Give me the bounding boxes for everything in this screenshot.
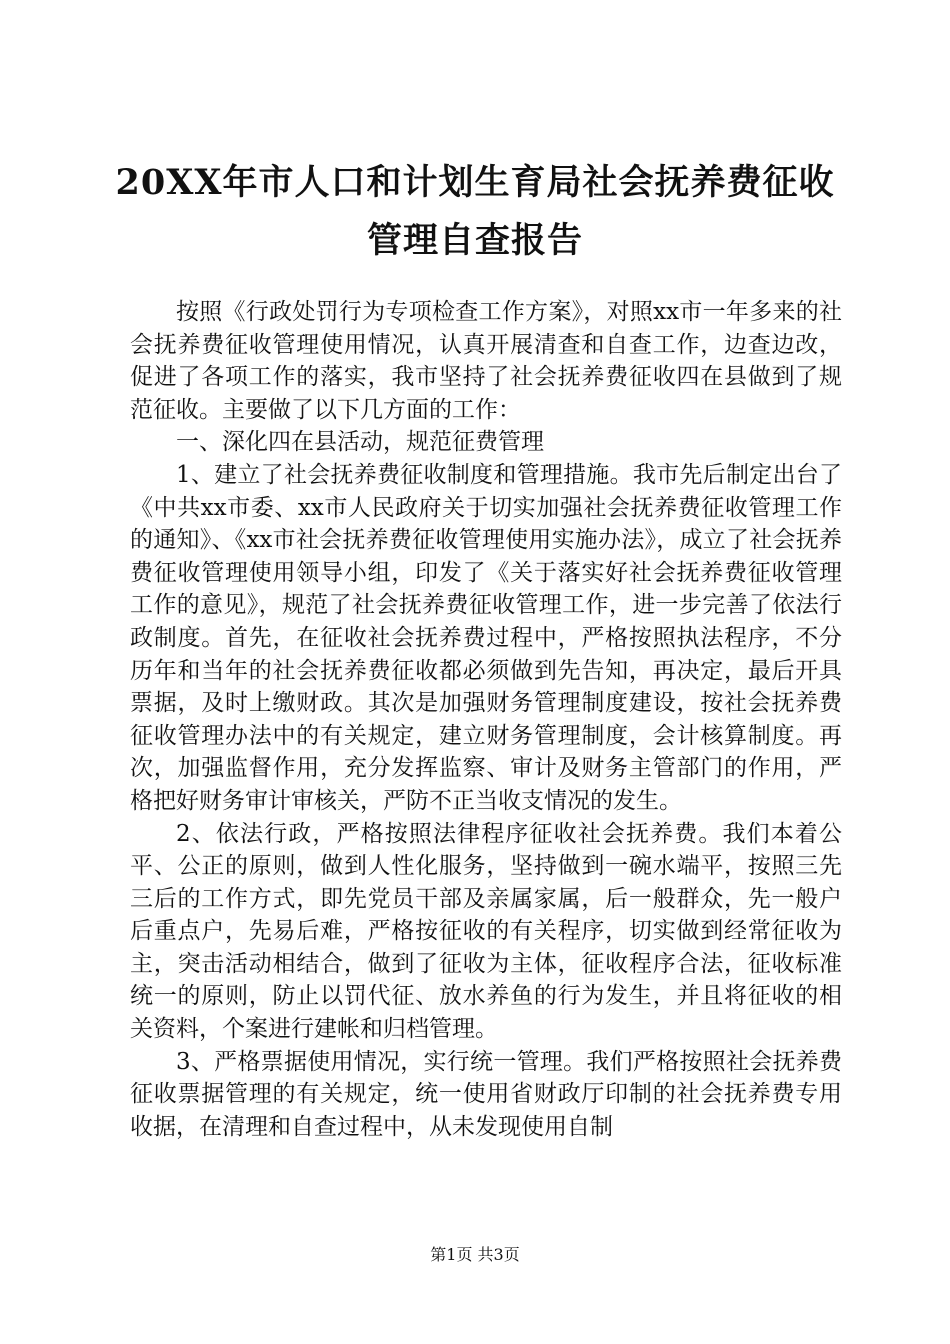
page-number-footer: 第1页 共3页 (430, 1245, 520, 1264)
paragraph-item-1: 1、建立了社会抚养费征收制度和管理措施。我市先后制定出台了《中共xx市委、xx市人民政府关于切实加强社会抚养费征收管理工作的通知》、《xx市社会抚养费征收管理使用实施办法》，成立了社会抚养费征收管理使用领导小组，印发了《关于落实好社会抚养费征收管理工作的意见》，规范了社会抚养费征收管理工作，进一步完善了依法行政制度。首先，在征收社会抚养费过程中，严格按照执法程序，不分历年和当年的社会抚养费征收都必须做到先告知，再决定，最后开具票据，及时上缴财政。其次是加强财务管理制度建设，按社会抚养费征收管理办法中的有关规定，建立财务管理制度，会计核算制度。再次，加强监督作用，充分发挥监察、审计及财务主管部门的作用，严格把好财务审计审核关，严防不正当收支情况的发生。 (130, 461, 842, 814)
document-title-line-2: 管理自查报告 (366, 220, 583, 261)
paragraph-intro: 按照《行政处罚行为专项检查工作方案》，对照xx市一年多来的社会抚养费征收管理使用情况，认真开展清查和自查工作，边查边改，促进了各项工作的落实，我市坚持了社会抚养费征收四在县做到了规范征收。主要做了以下几方面的工作： (130, 299, 842, 423)
document-title-line-1: 20XX年市人口和计划生育局社会抚养费征收 (115, 162, 835, 203)
paragraph-item-3: 3、严格票据使用情况，实行统一管理。我们严格按照社会抚养费征收票据管理的有关规定，统一使用省财政厅印制的社会抚养费专用收据，在清理和自查过程中，从未发现使用自制 (130, 1048, 842, 1140)
document-body (130, 296, 842, 1143)
section-heading-1: 一、深化四在县活动，规范征费管理 (176, 429, 544, 456)
paragraph-item-2: 2、依法行政，严格按照法律程序征收社会抚养费。我们本着公平、公正的原则，做到人性化服务，坚持做到一碗水端平，按照三先三后的工作方式，即先党员干部及亲属家属，后一般群众，先一般户后重点户，先易后难，严格按征收的有关程序，切实做到经常征收为主，突击活动相结合，做到了征收为主体，征收程序合法，征收标准统一的原则，防止以罚代征、放水养鱼的行为发生，并且将征收的相关资料，个案进行建帐和归档管理。 (130, 820, 842, 1043)
